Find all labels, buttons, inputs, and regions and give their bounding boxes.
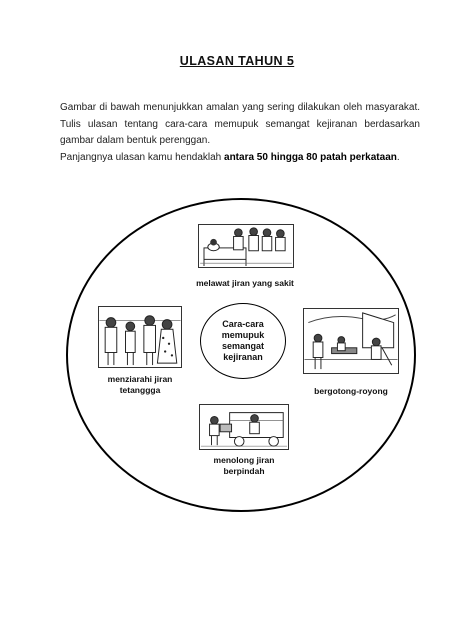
caption-visiting-neighbours: menziarahi jiran tetanggga xyxy=(107,374,173,395)
picture-helping-move xyxy=(199,404,289,450)
caption-helping-move: menolong jiran berpindah xyxy=(213,455,275,476)
center-circle xyxy=(200,303,286,379)
center-topic: Cara-cara memupuk semangat kejiranan xyxy=(221,319,265,362)
picture-visiting-neighbours xyxy=(98,306,182,368)
page-title: ULASAN TAHUN 5 xyxy=(179,54,295,68)
picture-gotong-royong xyxy=(303,308,399,374)
length-instruction xyxy=(60,150,420,167)
caption-gotong-royong: bergotong-royong xyxy=(314,386,388,396)
instruction-paragraph: Gambar di bawah menunjukkan amalan yang sering dilakukan oleh masyarakat. Tulis ulasan tentang cara-cara memupuk semangat kejiranan berdasarkan gambar dalam bentuk perenggan. xyxy=(60,102,420,146)
caption-visiting-sick: melawat jiran yang sakit xyxy=(196,278,294,288)
length-instruction-end: . xyxy=(396,152,400,163)
picture-visiting-sick xyxy=(198,224,294,268)
length-instruction-start: Panjangnya ulasan kamu hendaklah xyxy=(60,152,225,163)
word-count-requirement: antara 50 hingga 80 patah perkataan xyxy=(224,152,397,163)
